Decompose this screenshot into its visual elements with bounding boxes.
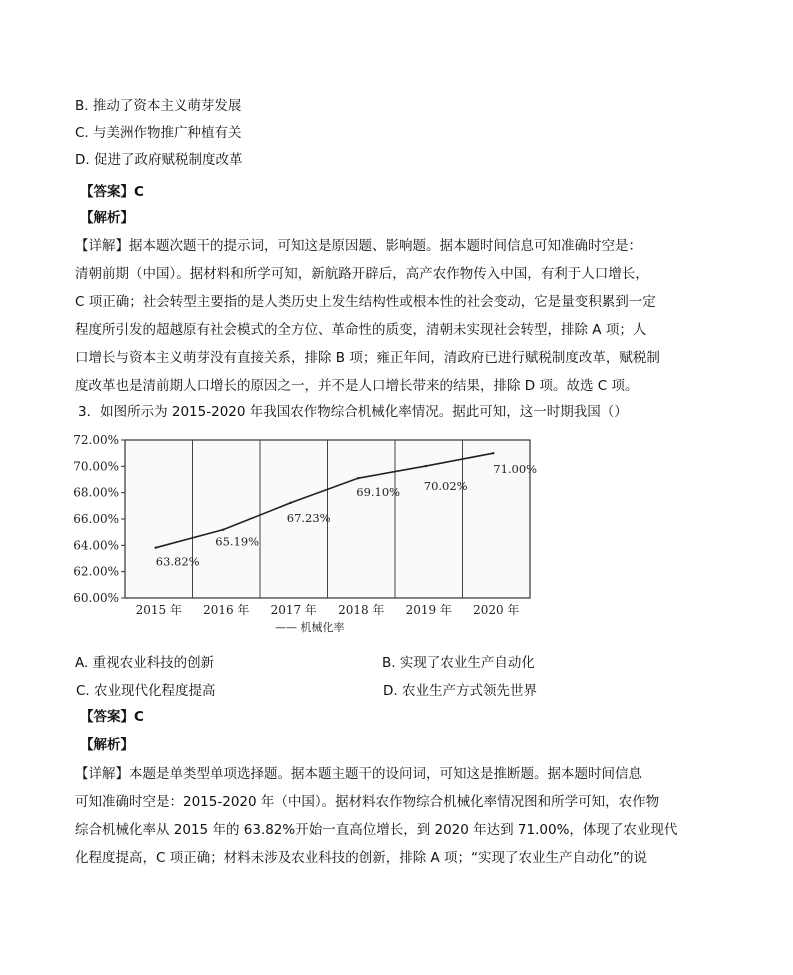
data-point [222,528,224,530]
mechanization-rate-chart [72,426,542,641]
data-point [155,547,157,549]
q3-question: 3．如图所示为 2015-2020 年我国农作物综合机械化率情况。据此可知，这一时期我国（） [78,404,628,420]
y-tick-label: 64.00% [73,538,119,553]
q2-explanation [75,232,675,400]
y-tick-label: 70.00% [73,459,119,474]
q2-explanation-line: 程度所引发的超越原有社会模式的全方位、革命性的质变，清朝未实现社会转型，排除 A 项；人 [75,322,647,338]
q2-answer-label: 【答案】C [80,184,144,200]
y-tick-label: 66.00% [73,512,119,526]
data-label: 71.00% [493,462,538,477]
q3-option-b: B. 实现了农业生产自动化 [382,655,535,671]
q2-explanation-line: 口增长与资本主义萌芽没有直接关系，排除 B 项；雍正年间，清政府已进行赋税制度改革，赋税制 [75,350,660,366]
q3-option-d: D. 农业生产方式领先世界 [383,683,537,699]
q3-explanation-line: 【详解】本题是单类型单项选择题。据本题主题干的设问词，可知这是推断题。据本题时间信息 [75,766,642,782]
data-label: 70.02% [423,479,468,494]
q3-answer-label: 【答案】C [80,709,144,725]
q3-explanation-line: 综合机械化率从 2015 年的 63.82%开始一直高位增长，到 2020 年达到 71.00%，体现了农业现代 [75,822,678,838]
y-tick-label: 62.00% [73,564,119,579]
q3-analysis-label: 【解析】 [80,737,134,753]
q2-explanation-line: 清朝前期（中国）。据材料和所学可知，新航路开辟后，高产农作物传入中国，有利于人口增长， [75,266,649,282]
option-b-previous: B. 推动了资本主义萌芽发展 [75,98,242,114]
q3-explanation [75,760,678,872]
y-tick-label: 68.00% [73,485,119,500]
x-tick-label: 2019 年 [405,603,452,617]
q2-analysis-label: 【解析】 [80,210,134,226]
data-label: 65.19% [215,534,260,549]
x-tick-label: 2015 年 [135,603,182,617]
y-tick-label: 60.00% [73,591,119,605]
q3-option-a: A. 重视农业科技的创新 [75,655,215,671]
data-label: 67.23% [286,510,331,525]
q2-explanation-line: 【详解】据本题次题干的提示词，可知这是原因题、影响题。据本题时间信息可知准确时空是： [75,238,642,254]
data-point [290,502,292,504]
data-label: 69.10% [356,485,401,500]
x-tick-label: 2017 年 [270,603,317,617]
q3-explanation-line: 化程度提高，C 项正确；材料未涉及农业科技的创新，排除 A 项；“实现了农业生产自动化”的说 [75,850,648,866]
x-tick-label: 2016 年 [203,603,250,617]
q3-explanation-line: 可知准确时空是：2015-2020 年（中国）。据材料农作物综合机械化率情况图和所学可知，农作物 [75,794,660,810]
data-point [425,465,427,467]
data-label: 63.82% [155,554,200,569]
q2-explanation-line: 度改革也是清前期人口增长的原因之一，并不是人口增长带来的结果，排除 D 项。故选 C 项。 [75,378,639,394]
option-d-previous: D. 促进了政府赋税制度改革 [75,152,243,168]
data-point [357,477,359,479]
option-c-previous: C. 与美洲作物推广种植有关 [75,125,242,141]
q2-explanation-line: C 项正确；社会转型主要指的是人类历史上发生结构性或根本性的社会变动，它是量变积累到一定 [75,294,656,310]
y-tick-label: 72.00% [73,433,119,447]
chart-svg [72,426,542,641]
q3-option-c: C. 农业现代化程度提高 [76,683,216,699]
legend-label: —— 机械化率 [275,621,345,634]
data-point [492,452,494,454]
x-tick-label: 2018 年 [338,603,385,617]
x-tick-label: 2020 年 [473,603,520,617]
